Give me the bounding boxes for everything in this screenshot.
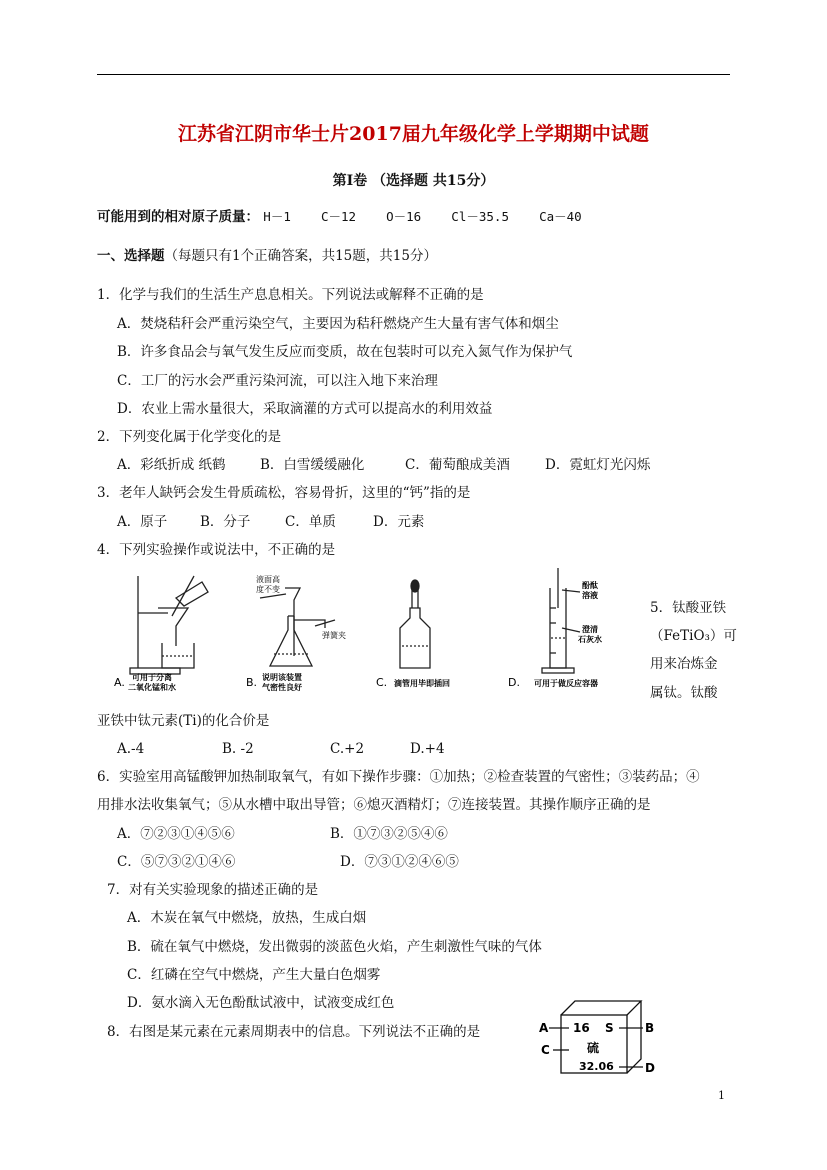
atomic-mass: 32.06	[579, 1060, 614, 1073]
conical-flask	[270, 616, 312, 666]
top-rule	[97, 74, 730, 75]
fig-b-caption-1: 说明该装置	[262, 673, 302, 682]
element-card-figure	[535, 995, 665, 1080]
fig-a-caption-1: 可用于分离	[132, 673, 172, 682]
fig-d-letter: D.	[508, 676, 520, 689]
q7-option-d: D．氨水滴入无色酚酞试液中，试液变成红色	[127, 995, 395, 1011]
fig-a-letter: A.	[114, 676, 125, 689]
q5-line-2: （FeTiO₃）可	[650, 628, 737, 644]
fig-d-label-2: 溶液	[582, 591, 598, 600]
card-label-a: A	[539, 1021, 549, 1035]
fig-d-label-4: 石灰水	[578, 635, 602, 644]
q5-line-1: 5．钛酸亚铁	[650, 600, 727, 616]
page-subtitle: 第Ⅰ卷 （选择题 共15分）	[332, 173, 495, 189]
fig-b-label-1: 液面高	[256, 575, 280, 584]
q2-option-c: C．葡萄酿成美酒	[405, 457, 510, 473]
q5-line-3: 用来冶炼金	[650, 656, 718, 672]
q2-option-d: D．霓虹灯光闪烁	[545, 457, 651, 473]
q6-option-b: B．①⑦③②⑤④⑥	[330, 826, 448, 842]
q3-option-c: C．单质	[285, 514, 336, 530]
q1-option-a: A．焚烧秸秆会严重污染空气，主要因为秸秆燃烧产生大量有害气体和烟尘	[117, 316, 559, 332]
q2-stem: 2．下列变化属于化学变化的是	[97, 429, 282, 445]
reagent-bottle	[400, 608, 430, 668]
dropper-bulb	[411, 580, 419, 592]
q5-option-b: B. -2	[222, 741, 254, 757]
q3-option-b: B．分子	[200, 514, 251, 530]
fig-b-letter: B.	[246, 676, 258, 689]
fig-c-caption: 滴管用毕即插回	[394, 679, 450, 688]
fig-b-label-2: 度不变	[256, 585, 280, 594]
page-title: 江苏省江阴市华士片2017届九年级化学上学期期中试题	[178, 123, 649, 145]
section-head: 一、选择题	[97, 248, 165, 264]
q6-option-d: D．⑦③①②④⑥⑤	[340, 854, 459, 870]
q1-option-b: B．许多食品会与氧气发生反应而变质，故在包装时可以充入氮气作为保护气	[117, 344, 573, 360]
element-symbol: S	[605, 1021, 614, 1035]
q3-option-a: A．原子	[117, 514, 168, 530]
dropper	[412, 590, 418, 608]
atomic-mass-line	[97, 208, 582, 226]
glass-rod	[172, 576, 194, 616]
card-label-d: D	[645, 1061, 655, 1075]
fig-a-caption-2: 二氧化锰和水	[128, 683, 176, 692]
element-card-top	[561, 1001, 641, 1015]
cylinder-base	[542, 668, 574, 673]
q5-option-a: A.-4	[117, 741, 145, 757]
q5-option-d: D.+4	[410, 741, 445, 757]
atomic-mass-values: H－1 C－12 O－16 Cl－35.5 Ca－40	[263, 209, 582, 224]
q8-stem: 8．右图是某元素在元素周期表中的信息。下列说法不正确的是	[107, 1024, 481, 1040]
q6-line-2: 用排水法收集氧气；⑤从水槽中取出导管；⑥熄灭酒精灯；⑦连接装置。其操作顺序正确的是	[97, 797, 651, 813]
fig-c-letter: C.	[376, 676, 388, 689]
fig-d-caption: 可用于做反应容器	[534, 679, 598, 688]
page-number: 1	[718, 1089, 725, 1102]
fig-b-caption-2: 气密性良好	[262, 683, 302, 692]
q5-line-4: 属钛。钛酸	[650, 685, 718, 701]
element-name: 硫	[587, 1041, 600, 1055]
q7-stem: 7．对有关实验现象的描述正确的是	[107, 882, 319, 898]
pouring-beaker	[176, 582, 208, 606]
q2-option-a: A．彩纸折成 纸鹤	[117, 457, 226, 473]
q7-option-a: A．木炭在氧气中燃烧，放热，生成白烟	[127, 910, 367, 926]
q6-option-a: A．⑦②③①④⑤⑥	[117, 826, 235, 842]
fig-d-label-3: 澄清	[582, 625, 598, 634]
card-label-c: C	[541, 1043, 550, 1057]
section-heading	[97, 247, 437, 265]
q4-stem: 4．下列实验操作或说法中，不正确的是	[97, 542, 336, 558]
atomic-mass-label: 可能用到的相对原子质量：	[97, 209, 259, 225]
card-label-b: B	[645, 1021, 655, 1035]
q4-apparatus-figure	[110, 568, 640, 698]
q7-option-c: C．红磷在空气中燃烧，产生大量白色烟雾	[127, 967, 381, 983]
q5-option-c: C.+2	[330, 741, 365, 757]
atomic-number: 16	[573, 1021, 590, 1035]
q2-option-b: B．白雪缓缓融化	[260, 457, 365, 473]
q1-stem: 1．化学与我们的生活生产息息相关。下列说法或解释不正确的是	[97, 287, 484, 303]
q3-stem: 3．老年人缺钙会发生骨质疏松，容易骨折，这里的“钙”指的是	[97, 485, 471, 501]
q1-option-d: D．农业上需水量很大，采取滴灌的方式可以提高水的利用效益	[117, 401, 493, 417]
section-note: （每题只有1个正确答案，共15题，共15分）	[164, 248, 437, 264]
q5-line-5: 亚铁中钛元素(Ti)的化合价是	[97, 713, 270, 729]
q1-option-c: C．工厂的污水会严重污染河流，可以注入地下来治理	[117, 373, 438, 389]
q7-option-b: B．硫在氧气中燃烧，发出微弱的淡蓝色火焰，产生刺激性气味的气体	[127, 939, 542, 955]
fig-d-label-1: 酚酞	[582, 581, 598, 590]
q6-line-1: 6．实验室用高锰酸钾加热制取氧气，有如下操作步骤：①加热；②检查装置的气密性；③装药品；④	[97, 769, 700, 785]
q3-option-d: D．元素	[373, 514, 425, 530]
element-card-side	[627, 1001, 641, 1073]
long-funnel	[285, 588, 300, 656]
fig-b-label-3: 弹簧夹	[322, 631, 346, 640]
q6-option-c: C．⑤⑦③②①④⑥	[117, 854, 236, 870]
